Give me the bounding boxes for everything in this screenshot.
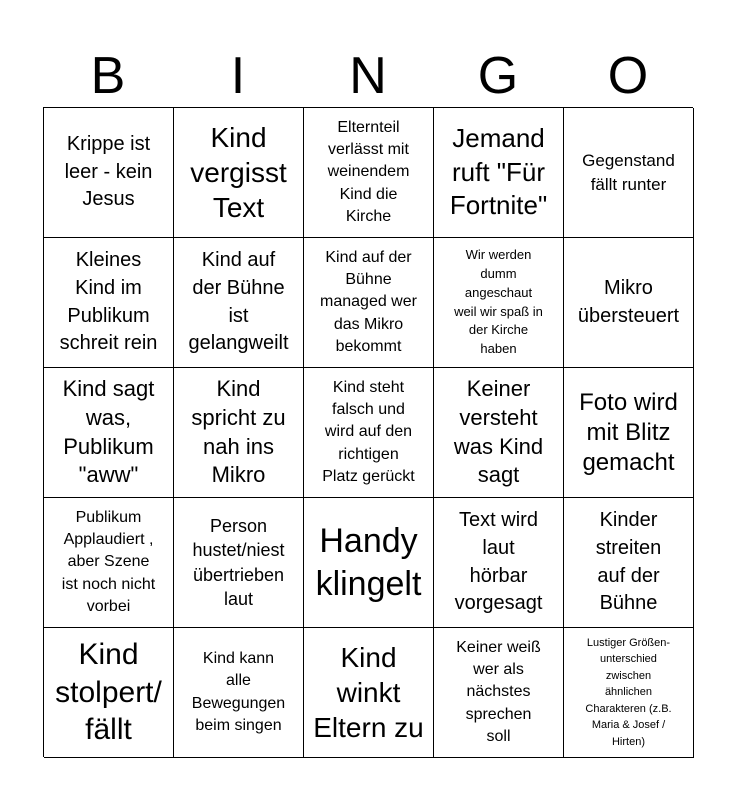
- cell-text: Jemand ruft "Für Fortnite": [449, 122, 548, 221]
- bingo-cell: [564, 108, 694, 238]
- bingo-cell: [564, 498, 694, 628]
- bingo-cell: [304, 108, 434, 238]
- bingo-cell: [434, 368, 564, 498]
- bingo-cell: [44, 238, 174, 368]
- bingo-cell: [44, 368, 174, 498]
- bingo-cell free-cell: [304, 498, 434, 628]
- bingo-cell: [564, 628, 694, 758]
- cell-text: Kind spricht zu nah ins Mikro: [191, 376, 286, 488]
- cell-text: Kind auf der Bühne managed wer das Mikro bekommt: [320, 248, 417, 356]
- bingo-cell: [304, 628, 434, 758]
- bingo-cell: [44, 108, 174, 238]
- bingo-cell: [564, 238, 694, 368]
- bingo-grid: [43, 107, 693, 757]
- cell-text: Text wird laut hörbar vorgesagt: [454, 509, 543, 615]
- cell-text: Kind sagt was, Publikum "aww": [62, 376, 155, 488]
- cell-text: Person hustet/niest übertrieben laut: [192, 515, 285, 609]
- bingo-cell: [434, 628, 564, 758]
- cell-text: Kind auf der Bühne ist gelangweilt: [188, 249, 289, 355]
- bingo-cell: [174, 368, 304, 498]
- bingo-cell: [174, 628, 304, 758]
- cell-text: Kind kann alle Bewegungen beim singen: [191, 649, 286, 734]
- bingo-cell: [174, 238, 304, 368]
- bingo-cell: [44, 628, 174, 758]
- cell-text: Mikro übersteuert: [577, 276, 680, 327]
- header-letter-b: B: [90, 47, 126, 105]
- cell-text: Handy klingelt: [315, 522, 422, 603]
- cell-text: Keiner weiß wer als nächstes sprechen soll: [456, 638, 541, 746]
- header-letter-i: I: [230, 47, 246, 105]
- cell-text: Kinder streiten auf der Bühne: [595, 509, 662, 615]
- bingo-cell: [434, 498, 564, 628]
- cell-text: Kleines Kind im Publikum schreit rein: [59, 249, 158, 355]
- cell-text: Krippe ist leer - kein Jesus: [64, 133, 153, 211]
- bingo-cell: [564, 368, 694, 498]
- cell-text: Kind vergisst Text: [190, 122, 287, 223]
- bingo-cell: [44, 498, 174, 628]
- header-letter-n: N: [349, 47, 387, 105]
- cell-text: Publikum Applaudiert , aber Szene ist noch nicht vorbei: [61, 508, 156, 616]
- bingo-cell: [304, 238, 434, 368]
- cell-text: Kind winkt Eltern zu: [313, 642, 424, 743]
- bingo-cell: [434, 238, 564, 368]
- header-letter-g: G: [477, 47, 519, 105]
- header-letter-o: O: [607, 47, 649, 105]
- cell-text: Kind stolpert/ fällt: [55, 638, 162, 747]
- bingo-cell: [434, 108, 564, 238]
- cell-text: Lustiger Größen- unterschied zwischen ähnlichen Charakteren (z.B. Maria & Josef / Hirten): [585, 636, 672, 748]
- cell-text: Keiner versteht was Kind sagt: [453, 376, 544, 488]
- cell-text: Gegenstand fällt runter: [582, 151, 675, 194]
- cell-text: Elternteil verlässt mit weinendem Kind die Kirche: [327, 118, 410, 226]
- bingo-cell: [304, 368, 434, 498]
- bingo-cell: [174, 108, 304, 238]
- cell-text: Wir werden dumm angeschaut weil wir spaß in der Kirche haben: [454, 246, 543, 357]
- bingo-header: [43, 44, 693, 108]
- cell-text: Foto wird mit Blitz gemacht: [579, 388, 678, 476]
- bingo-cell: [174, 498, 304, 628]
- cell-text: Kind steht falsch und wird auf den richtigen Platz gerückt: [322, 378, 415, 486]
